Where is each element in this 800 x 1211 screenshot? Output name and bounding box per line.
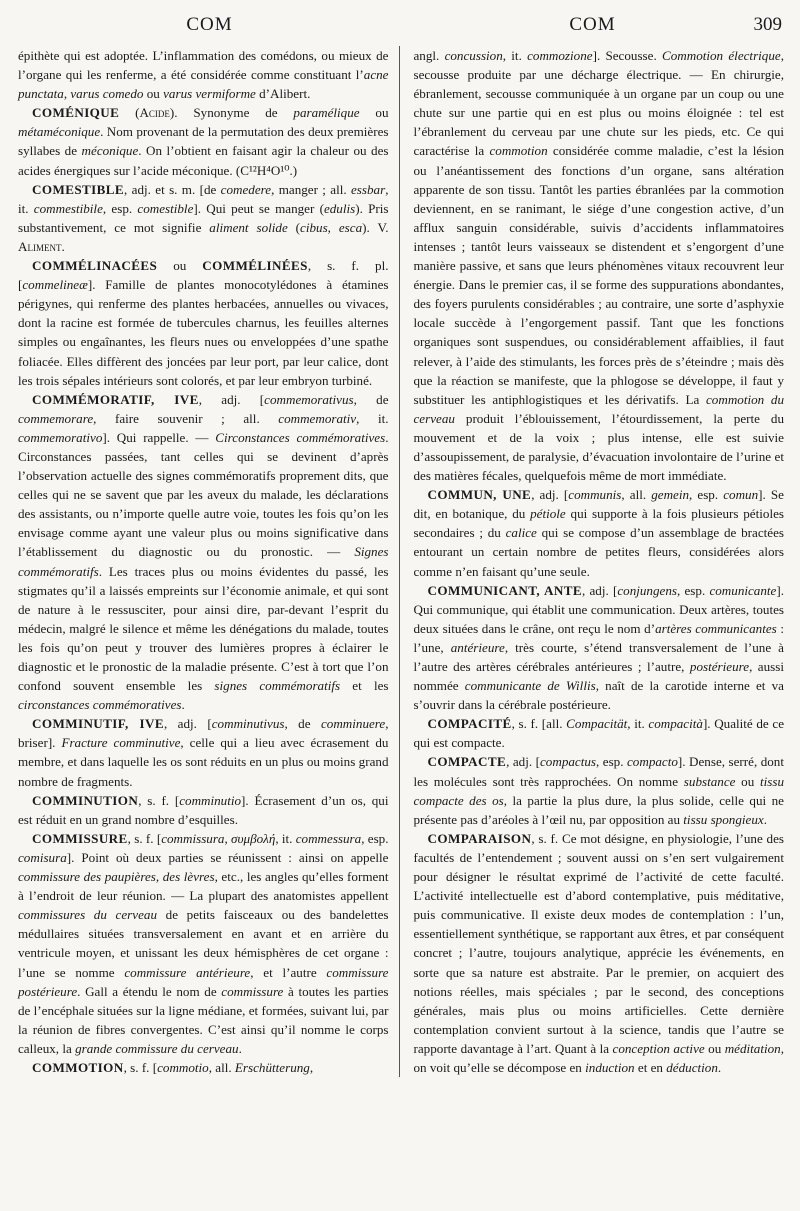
text-run: communicante de Willis: [464, 678, 596, 694]
text-run: comunicante: [709, 582, 777, 598]
entry-paragraph: [18, 103, 389, 179]
text-run: , adj. [: [198, 391, 265, 407]
text-run: , it.: [627, 716, 649, 732]
text-run: , adj. [: [581, 582, 618, 598]
headword: COMMÉLINACÉES: [32, 258, 158, 274]
text-run: , esp.: [676, 582, 710, 598]
text-run: ou: [359, 105, 389, 121]
headword: COMMINUTION: [32, 792, 139, 808]
text-run: ,: [309, 1059, 314, 1075]
page-number: 309: [753, 14, 782, 35]
entry-paragraph: [18, 791, 389, 829]
text-run: , et l’autre: [250, 964, 327, 980]
text-run: ]. Secousse.: [592, 48, 662, 63]
text-run: , s. f. [: [123, 1059, 158, 1075]
headword: COMMÉLINÉES: [202, 258, 308, 274]
text-run: varus vermiforme: [163, 86, 256, 102]
header-right: COM: [569, 14, 616, 35]
text-run: Erschütterung: [234, 1059, 310, 1075]
text-columns: [18, 46, 784, 1077]
text-run: commotio: [157, 1059, 209, 1075]
entry-paragraph: [414, 752, 785, 828]
entry-paragraph: [414, 581, 785, 715]
text-run: , esp.: [689, 487, 724, 503]
text-run: , aussi nommée: [413, 659, 784, 694]
text-run: , s. f. Ce mot désigne, en physiologie, l’une des facultés de l’entendement ; souvent aussi on s’en sert vulgairement pour désigner le résultat exprimé de l’activité de cette faculté. L’activité intellectuelle est d’abord contemplative, puis méditative, puis communicative. Il existe deux modes de contemplation : l’un, essentiellement synthétique, se rapportant aux êtres, et par conséquent concret ; l’autre, toujours analytique, apprécie les événements, en sorte que sa nature est abstraite. Par le premier, on acquiert des notions réelles, mais spéciales ; par le second, des conceptions générales, mais plus ou moins artificielles. Cette dernière contemplation convient surtout à la science, tandis que l’autre se rapporte davantage à l’art. Quant à la: [413, 830, 784, 1056]
text-run: antérieure: [450, 639, 505, 655]
entry-paragraph: [18, 714, 389, 790]
text-run: déduction: [666, 1059, 718, 1075]
text-run: , it.: [356, 410, 389, 426]
text-run: commotion du cerveau: [413, 391, 784, 426]
text-run: commissure postérieure: [18, 964, 389, 999]
text-run: ,: [224, 830, 232, 846]
text-run: , esp.: [361, 830, 389, 846]
text-run: et en: [634, 1059, 667, 1075]
text-run: Acide: [139, 105, 170, 121]
text-run: substance: [683, 773, 736, 789]
text-run: commotion: [489, 143, 548, 159]
headword: COMPACTE: [427, 754, 507, 770]
entry-paragraph: [414, 485, 785, 580]
text-run: , de: [284, 716, 321, 732]
text-run: conception active: [612, 1040, 705, 1056]
text-run: , on voit qu’elle se décompose en: [413, 1040, 785, 1075]
entry-paragraph: [18, 390, 389, 715]
text-run: compacto: [627, 754, 678, 770]
right-column: [414, 46, 785, 1077]
text-run: épithète qui est adoptée. L’inflammation des comédons, ou mieux de l’organe qui les renferme, a été considérée comme constituant l’: [18, 48, 389, 83]
headword: COMMUNICANT, ANTE: [427, 582, 582, 598]
text-run: (: [287, 219, 301, 235]
text-run: comminuere: [320, 716, 386, 732]
text-run: acne punctata: [18, 67, 389, 102]
text-run: : l’une,: [413, 620, 784, 655]
text-run: comestible: [137, 200, 194, 216]
headword: COMMINUTIF, IVE: [32, 716, 164, 732]
text-run: et les: [340, 678, 389, 694]
text-run: signes commémoratifs: [214, 678, 341, 694]
text-run: , etc., les angles qu’elles forment à l’endroit de leur réunion. — La plupart des anatomistes appellent: [18, 869, 389, 904]
text-run: calice: [505, 525, 537, 541]
text-run: .: [238, 1040, 242, 1056]
text-run: circonstances commémoratives: [18, 697, 182, 713]
text-run: induction: [585, 1059, 635, 1075]
headword: COMMUN, UNE: [427, 487, 532, 503]
text-run: considérée comme maladie, c’est la lésion ou l’anéantissement des fonctions d’un organe, sans altération apparente de son tissu. Tantôt les parties ébranlées par la commotion deviennent, en se ranimant, le siége d’une congestion active, d’un afflux sanguin considérable, suivis d’accidents inflammatoires intenses ; tantôt leurs vaisseaux se distendent et s’engorgent d’une manière passive, et sans que leurs phénomènes vitaux recouvrent leur énergie. Dans le premier cas, il se forme des suppurations abondantes, des foyers purulents considérables ; au contraire, une sorte d’asphyxie locale succède à l’engorgement passif. Tant que les fonctions organiques sont suspendues, ou considérablement affaiblies, il faut relever, à l’aide des stimulants, les forces près de s’éteindre ; mais dès que la réaction se manifeste, que la phlogose se développe, il faut y substituer les antiphlogistiques et les dérivatifs. La: [413, 143, 784, 407]
text-run: , it.: [275, 830, 296, 846]
text-run: συμβολή: [231, 830, 276, 846]
text-run: ]. Qui rappelle. —: [102, 429, 216, 445]
text-run: , celle qui a lieu avec écrasement du membre, et dans laquelle les os sont réduits en un plus ou moins grand nombre de fragments.: [18, 735, 389, 789]
text-run: commozione: [527, 48, 593, 63]
text-run: , adj. [: [531, 487, 569, 503]
entry-paragraph: [414, 829, 785, 1077]
text-run: grande commissure du cerveau: [75, 1040, 239, 1056]
headword: COMMOTION: [32, 1059, 124, 1075]
text-run: ,: [63, 86, 71, 102]
text-run: ]. Qui communique, qui établit une communication. Deux artères, toutes deux situées dans le crâne, ont reçu le nom d’: [413, 582, 784, 636]
text-run: postérieure: [689, 659, 750, 674]
text-run: commemorare: [18, 410, 94, 426]
text-run: méconique: [81, 143, 139, 159]
text-run: , secousse produite par une décharge électrique. — En chirurgie, ébranlement, secousse communiquée à un organe par un coup ou une chute sur une partie qui en est plus ou moins éloignée : tel est l’ébranlement du cerveau par une chute sur les pieds, etc. Ce qui caractérise la: [413, 48, 784, 159]
headword: COMMISSURE: [32, 830, 128, 846]
text-run: Commotion électrique: [662, 48, 781, 63]
text-run: ou: [704, 1040, 725, 1056]
text-run: pétiole: [530, 506, 566, 522]
text-run: . Gall a étendu le nom de: [77, 983, 222, 999]
text-run: conjungens: [617, 582, 677, 598]
text-run: , faire souvenir ; all.: [93, 410, 279, 426]
text-run: commelineæ: [22, 277, 88, 293]
text-run: . On l’obtient en faisant agir la chaleur ou des acides énergiques sur l’acide méconique. (C¹²H⁴O¹⁰.): [18, 143, 389, 178]
text-run: comminutivus: [211, 716, 285, 732]
text-run: , esp.: [102, 200, 138, 216]
text-run: qui se compose d’un assemblage de bractées entourant un certain nombre de petites fleurs, considérées alors comme n’en faisant qu’une seule.: [413, 525, 784, 579]
text-run: , de: [353, 391, 389, 407]
text-run: varus comedo: [70, 86, 144, 102]
text-run: , adj. [: [506, 754, 540, 770]
text-run: .: [717, 1059, 722, 1075]
text-run: .: [61, 238, 65, 254]
entry-paragraph: [18, 1058, 389, 1077]
text-run: commessura: [295, 830, 362, 846]
text-run: ]. Point où deux parties se réunissent : ainsi on appelle: [66, 849, 389, 865]
text-run: qui supporte à la fois plusieurs pétioles secondaires ; du: [413, 506, 784, 541]
header-left: COM: [186, 14, 233, 35]
text-run: , s. f. [: [138, 792, 180, 808]
text-run: (: [119, 105, 140, 121]
entry-paragraph: [414, 714, 785, 752]
text-run: comedere: [220, 181, 272, 197]
text-run: , s. f. pl. [: [18, 258, 389, 293]
entry-paragraph: [18, 180, 389, 256]
text-run: commemorativo: [18, 429, 103, 445]
text-run: ou: [143, 86, 164, 102]
text-run: commissure: [221, 983, 284, 999]
text-run: concussion: [444, 48, 503, 63]
text-run: commissure des paupières, des lèvres: [18, 869, 215, 885]
entry-paragraph: [18, 829, 389, 1058]
entry-paragraph: [414, 46, 785, 485]
text-run: , all.: [208, 1059, 235, 1075]
text-run: .: [181, 697, 185, 713]
text-run: commemorativ: [278, 410, 357, 426]
entry-paragraph: [18, 256, 389, 390]
text-run: commissure antérieure: [124, 964, 251, 980]
text-run: . Les traces plus ou moins évidentes du passé, les stigmates qu’il a laissés empreints sur l’économie animale, et qui sont de nature à le ressusciter, pour ainsi dire, par-devant l’esprit du médecin, malgré le silence et même les dénégations du malade, toutes les fois qu’on peut y trouver des lumières propres à éclairer le diagnostic et le pronostic de la maladie présente. C’est à tort que l’on confond souvent ensemble les: [18, 563, 389, 694]
text-run: , s. f. [all.: [511, 716, 567, 732]
text-run: commissura: [161, 830, 225, 846]
left-column: [18, 46, 400, 1077]
text-run: gemein: [651, 487, 690, 503]
text-run: communis: [568, 487, 622, 503]
text-run: Circonstances commémoratives: [215, 429, 386, 445]
running-header: [18, 14, 784, 44]
headword: COMPACITÉ: [427, 716, 512, 732]
text-run: artères communicantes: [655, 620, 777, 636]
text-run: edulis: [323, 200, 356, 216]
text-run: produit l’éblouissement, l’étourdissement, la perte du mouvement et de la voix ; plus intense, elle est suivie d’assoupissement, de paralysie, d’évacuation involontaire de l’urine et des matières fécales, quelquefois même de mort immédiate.: [413, 410, 784, 484]
text-run: tissu compacte des os: [413, 773, 785, 808]
text-run: . Nom provenant de la permutation des deux premières syllabes de: [18, 124, 389, 159]
text-run: à toutes les parties de l’encéphale situées sur la ligne médiane, et formées, suivant lui, par la réunion de fibres convergentes. C’est ainsi qu’il nomme le corps calleux, la: [18, 983, 389, 1056]
text-run: ou: [157, 258, 203, 274]
headword: COMMÉMORATIF, IVE: [32, 391, 199, 407]
text-run: comun: [723, 487, 759, 503]
text-run: ]. Qualité de ce qui est compacte.: [413, 716, 785, 751]
text-run: , esp.: [596, 754, 627, 770]
text-run: méditation: [724, 1040, 781, 1056]
text-run: , manger ; all.: [271, 181, 351, 197]
text-run: ). Pris substantivement, ce mot signifie: [18, 200, 389, 235]
text-run: compactus: [540, 754, 597, 770]
text-run: Signes commémoratifs: [18, 544, 389, 579]
text-run: ). V.: [362, 219, 389, 235]
text-run: aliment solide: [209, 219, 288, 235]
text-run: Fracture comminutive: [61, 735, 181, 751]
text-run: cibus, esca: [300, 219, 363, 235]
text-run: d’Alibert.: [255, 86, 311, 102]
text-run: ]. Qui peut se manger (: [193, 200, 324, 216]
text-run: paramélique: [293, 105, 360, 121]
text-run: tissu spongieux: [683, 811, 764, 827]
headword: COMESTIBLE: [32, 181, 125, 197]
text-run: , all.: [621, 487, 652, 503]
text-run: commemorativus: [264, 391, 354, 407]
text-run: compacità: [648, 716, 703, 732]
text-run: ou: [735, 773, 760, 789]
text-run: , adj. [: [163, 716, 212, 732]
headword: COMPARAISON: [427, 830, 532, 846]
text-run: , it.: [18, 181, 389, 216]
text-run: , naît de la carotide interne et va s’ouvrir dans la cérébrale postérieure.: [413, 678, 784, 713]
text-run: , s. f. [: [127, 830, 162, 846]
text-run: angl.: [413, 48, 445, 63]
text-run: métaméconique: [18, 124, 101, 140]
text-run: , très courte, s’étend transversalement de l’une à l’autre des artères cérébrales antérieures ; l’autre,: [413, 639, 784, 674]
text-run: , la partie la plus dure, la plus solide, celle qui ne présente pas d’aréoles à l’œil nu, par opposition au: [413, 792, 784, 827]
text-run: , briser].: [18, 716, 389, 751]
text-run: .: [763, 811, 767, 827]
text-run: Aliment: [18, 238, 62, 254]
text-run: de petits faisceaux ou des bandelettes médullaires situées transversalement en avant et en arrière du ventricule moyen, et unissant les deux hémisphères de cet organe : l’une se nomme: [18, 907, 389, 980]
text-run: ]. Famille de plantes monocotylédones à étamines périgynes, qui renferme des plantes herbacées, annuelles ou vivaces, dont la racine est formée de tubercules charnus, les feuilles alternes simples ou engaînantes, les fleurs nues ou enveloppées d’une spathe foliacée. Elles diffèrent des joncées par leur port, par leur calice, dont les trois sépales intérieurs sont colorés, et par leur embryon turbiné.: [18, 277, 389, 388]
text-run: , adj. et s. m. [de: [124, 181, 221, 197]
entry-paragraph: [18, 46, 389, 103]
text-run: ). Synonyme de: [169, 105, 294, 121]
text-run: commissures du cerveau: [18, 907, 157, 923]
text-run: . Circonstances passées, tant celles qui se devinent d’après l’observation actuelle des signes commémoratifs proprement dits, que celles qui ne se savent que par les aveux du malade, les déclarations des assistants, ou n’importe quelle autre voie, toutes les fois qu’on les envisage comme ayant une valeur plus ou moins significative dans l’établissement du diagnostic ou du pronostic. —: [18, 429, 389, 560]
text-run: ]. Écrasement d’un os, qui est réduit en un grand nombre d’esquilles.: [18, 792, 389, 827]
text-run: commestibile: [33, 200, 103, 216]
text-run: , it.: [502, 48, 528, 63]
text-run: comisura: [18, 849, 67, 865]
text-run: ]. Se dit, en botanique, du: [413, 487, 784, 522]
text-run: Compacität: [566, 716, 628, 732]
headword: COMÉNIQUE: [32, 105, 120, 121]
text-run: essbar: [351, 181, 386, 197]
text-run: comminutio: [179, 792, 242, 808]
text-run: ]. Dense, serré, dont les molécules sont très rapprochées. On nomme: [413, 754, 784, 789]
